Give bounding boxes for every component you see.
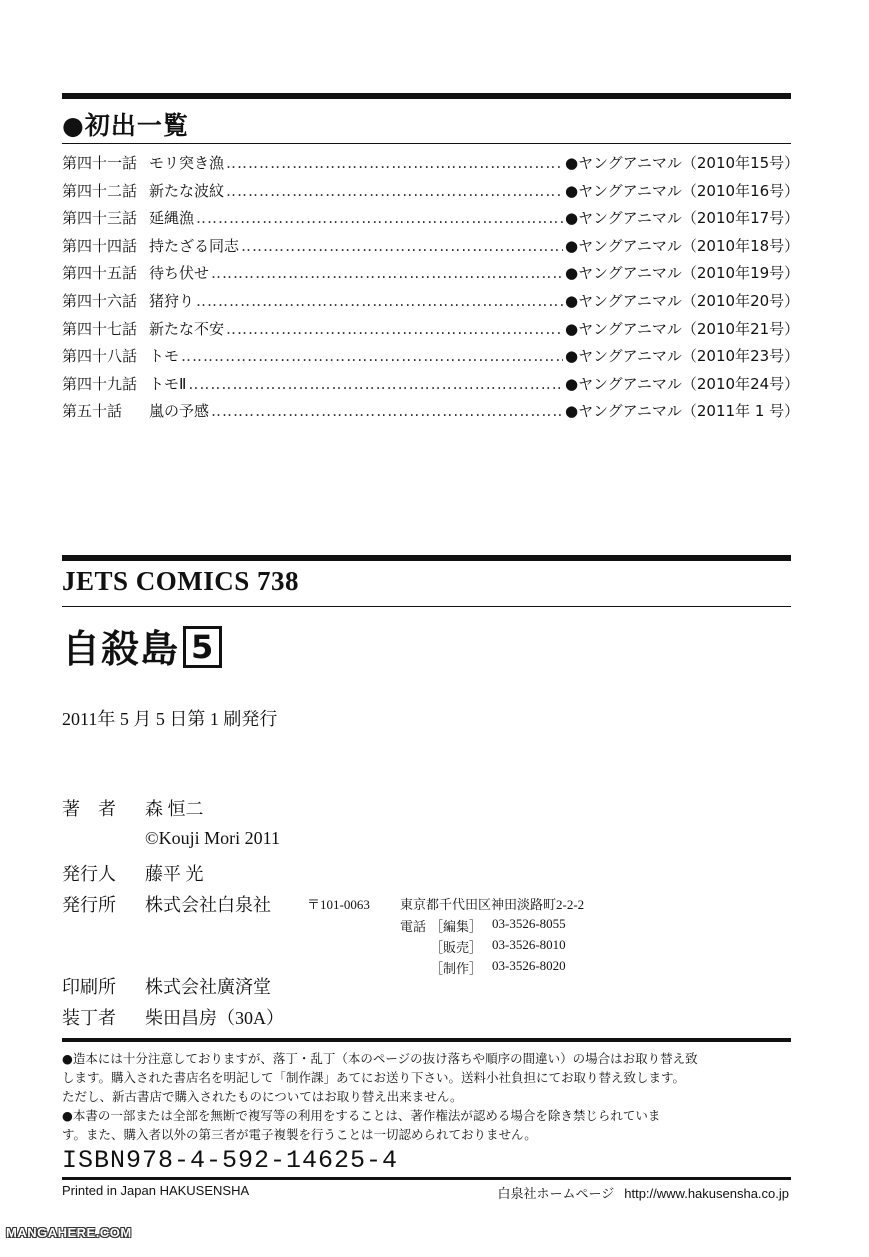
- printer-label: 印刷所: [62, 977, 116, 997]
- address: 東京都千代田区神田淡路町2-2-2: [400, 897, 585, 912]
- chapter-title: 新たな波紋: [149, 181, 225, 200]
- chapter-source: ●ヤングアニマル（2010年24号）: [565, 374, 800, 393]
- chapter-title: モリ突き漁: [149, 154, 225, 172]
- chapter-title: 待ち伏せ: [149, 264, 210, 283]
- publisher-name: 株式会社白泉社: [145, 895, 271, 915]
- notice-line: ●造本には十分注意しておりますが、落丁・乱丁（本のページの抜け落ちや順序の間違い）の場合はお取り替え致: [62, 1051, 698, 1066]
- list-item: [62, 262, 800, 290]
- leader-dots: [226, 320, 563, 338]
- chapter-number: 第五十話: [62, 402, 123, 421]
- isbn-underline: [62, 1177, 791, 1180]
- list-item: [62, 290, 800, 318]
- book-title: [62, 618, 222, 673]
- leader-dots: [211, 264, 563, 282]
- leader-dots: [196, 209, 563, 227]
- leader-dots: [241, 237, 563, 255]
- printed-in: Printed in Japan HAKUSENSHA: [62, 1183, 250, 1198]
- notice-line: します。購入された書店名を明記して「制作課」あてにお送り下さい。送料小社負担にてお取り替え致します。: [62, 1070, 686, 1085]
- list-item: [62, 180, 800, 208]
- chapter-title: トモⅡ: [149, 374, 187, 393]
- phone-dept: ［制作］: [430, 961, 483, 976]
- notice-top-rule: [62, 1038, 791, 1042]
- author-name: 森 恒二: [145, 799, 204, 819]
- chapter-number: 第四十二話: [62, 181, 138, 200]
- phone-dept: ［編集］: [430, 919, 483, 934]
- chapter-number: 第四十七話: [62, 319, 138, 338]
- series-name: JETS COMICS 738: [62, 566, 300, 596]
- chapter-title: 持たざる同志: [149, 236, 240, 255]
- colophon-top-rule: [62, 555, 791, 561]
- leader-dots: [226, 182, 563, 200]
- printer-name: 株式会社廣済堂: [145, 977, 271, 997]
- chapter-number: 第四十九話: [62, 374, 138, 393]
- chapter-title: トモ: [149, 347, 180, 366]
- phone-number: 03-3526-8010: [492, 937, 566, 952]
- chapter-number: 第四十三話: [62, 209, 138, 228]
- heading-underline: [62, 143, 791, 144]
- leader-dots: [181, 347, 563, 365]
- list-item: [62, 400, 800, 428]
- chapter-number: 第四十一話: [62, 154, 138, 172]
- publisher-person-label: 発行人: [62, 864, 116, 884]
- designer-name: 柴田昌房（30A）: [145, 1008, 284, 1028]
- list-item: [62, 207, 800, 235]
- phone-number: 03-3526-8055: [492, 916, 566, 931]
- list-item: [62, 345, 800, 373]
- homepage: [487, 1183, 789, 1202]
- publication-date: 2011年 5 月 5 日第 1 刷発行: [62, 709, 278, 729]
- phone-dept: ［販売］: [430, 940, 483, 955]
- chapter-number: 第四十六話: [62, 291, 138, 310]
- notice-line: ただし、新古書店で購入されたものについてはお取り替え出来ません。: [62, 1089, 463, 1104]
- chapter-source: ●ヤングアニマル（2011年 1 号）: [565, 402, 800, 421]
- homepage-label: 白泉社ホームページ: [497, 1186, 615, 1201]
- publisher-person: 藤平 光: [145, 864, 204, 884]
- first-appearance-heading: ●初出一覧: [62, 111, 189, 140]
- title-text: 自殺島: [62, 627, 180, 671]
- volume-number: 5: [183, 626, 222, 668]
- isbn: ISBN978-4-592-14625-4: [62, 1146, 399, 1175]
- chapter-source: ●ヤングアニマル（2010年21号）: [565, 319, 800, 338]
- chapter-source: ●ヤングアニマル（2010年19号）: [565, 264, 800, 283]
- phone-number: 03-3526-8020: [492, 958, 566, 973]
- chapter-source: ●ヤングアニマル（2010年18号）: [565, 236, 800, 255]
- chapter-title: 嵐の予感: [149, 402, 210, 421]
- chapter-source: ●ヤングアニマル（2010年23号）: [565, 347, 800, 366]
- publisher-label: 発行所: [62, 895, 116, 915]
- notice-line: ●本書の一部または全部を無断で複写等の利用をすることは、著作権法が認める場合を除き禁じられていま: [62, 1108, 661, 1123]
- chapter-number: 第四十八話: [62, 347, 138, 366]
- leader-dots: [211, 402, 563, 420]
- chapter-source: ●ヤングアニマル（2010年17号）: [565, 209, 800, 228]
- leader-dots: [226, 154, 563, 172]
- leader-dots: [196, 292, 563, 310]
- chapter-number: 第四十四話: [62, 236, 138, 255]
- chapter-number: 第四十五話: [62, 264, 138, 283]
- chapter-source: ●ヤングアニマル（2010年16号）: [565, 181, 800, 200]
- author-label: 著 者: [62, 799, 116, 819]
- watermark-logo: MANGAHERE.COM: [6, 1225, 132, 1240]
- series-underline: [62, 606, 791, 607]
- homepage-url[interactable]: http://www.hakusensha.co.jp: [624, 1186, 789, 1201]
- chapter-source: ●ヤングアニマル（2010年20号）: [565, 291, 800, 310]
- first-appearance-list: [62, 152, 800, 428]
- designer-label: 装丁者: [62, 1008, 116, 1028]
- notice-block: [62, 1049, 791, 1144]
- notice-line: す。また、購入者以外の第三者が電子複製を行うことは一切認められておりません。: [62, 1127, 537, 1142]
- chapter-title: 延縄漁: [149, 209, 195, 228]
- list-item: [62, 235, 800, 263]
- chapter-source: ●ヤングアニマル（2010年15号）: [565, 154, 800, 172]
- copyright: ©Kouji Mori 2011: [145, 828, 281, 848]
- chapter-title: 新たな不安: [149, 319, 225, 338]
- list-item: [62, 373, 800, 401]
- top-rule: [62, 93, 791, 99]
- leader-dots: [188, 375, 563, 393]
- chapter-title: 猪狩り: [149, 291, 195, 310]
- phone-label: 電話: [400, 919, 427, 934]
- list-item: [62, 152, 800, 180]
- list-item: [62, 318, 800, 346]
- postal-code: 〒101-0063: [307, 897, 370, 912]
